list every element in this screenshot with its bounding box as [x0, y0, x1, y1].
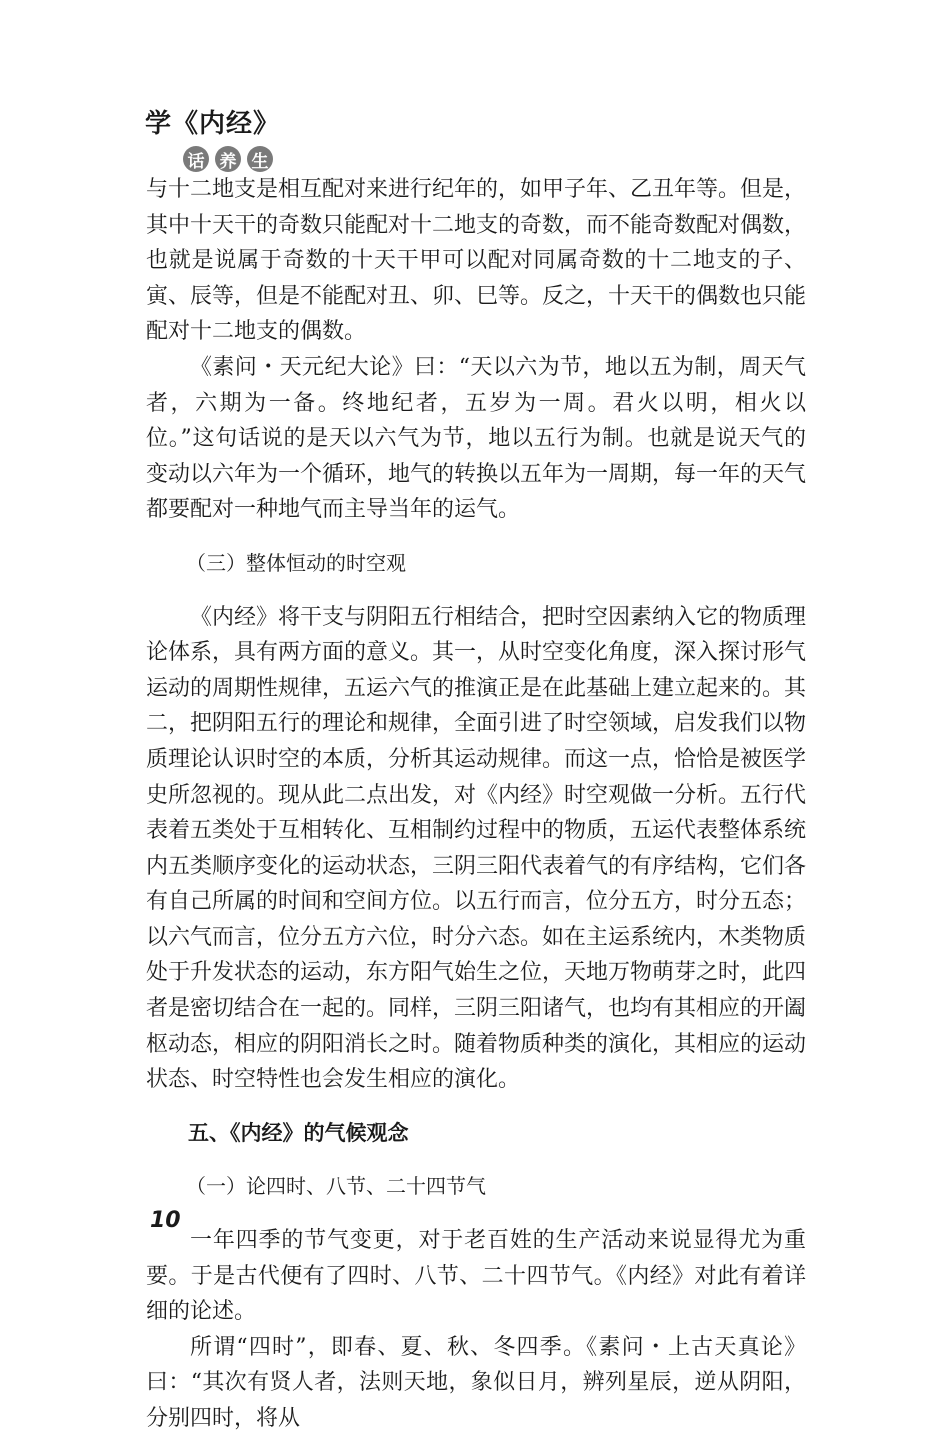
- running-header: [145, 103, 280, 172]
- body-text: [146, 172, 806, 1437]
- chapter-heading: 五、《内经》的气候观念: [188, 1120, 409, 1145]
- subtitle-seal-char: 话: [183, 146, 209, 172]
- paragraph-continued: 与十二地支是相互配对来进行纪年的，如甲子年、乙丑年等。但是，其中十天干的奇数只能配对十二地支的奇数，而不能奇数配对偶数，也就是说属于奇数的十天干甲可以配对同属奇数的十二地支的子、寅、辰等，但是不能配对丑、卯、巳等。反之，十天干的偶数也只能配对十二地支的偶数。: [146, 177, 807, 345]
- subtitle-seal-char: 生: [247, 146, 273, 172]
- paragraph: 《内经》将干支与阴阳五行相结合，把时空因素纳入它的物质理论体系，具有两方面的意义。其一，从时空变化角度，深入探讨形气运动的周期性规律，五运六气的推演正是在此基础上建立起来的。其二，把阴阳五行的理论和规律，全面引进了时空领域，启发我们以物质理论认识时空的本质，分析其运动规律。而这一点，恰恰是被医学史所忽视的。现从此二点出发，对《内经》时空观做一分析。五行代表着五类处于互相转化、互相制约过程中的物质，五运代表整体系统内五类顺序变化的运动状态，三阴三阳代表着气的有序结构，它们各有自己所属的时间和空间方位。以五行而言，位分五方，时分五态；以六气而言，位分五方六位，时分六态。如在主运系统内，木类物质处于升发状态的运动，东方阳气始生之位，天地万物萌芽之时，此四者是密切结合在一起的。同样，三阴三阳诸气，也均有其相应的开阖枢动态，相应的阴阳消长之时。随着物质种类的演化，其相应的运动状态、时空特性也会发生相应的演化。: [146, 604, 807, 1093]
- paragraph: 一年四季的节气变更，对于老百姓的生产活动来说显得尤为重要。于是古代便有了四时、八节、二十四节气。《内经》对此有着详细的论述。: [146, 1228, 806, 1325]
- page-number: 10: [150, 1208, 181, 1233]
- paragraph: 所谓“四时”，即春、夏、秋、冬四季。《素问・上古天真论》曰：“其次有贤人者，法则天地，象似日月，辨列星辰，逆从阴阳，分别四时，将从: [146, 1334, 806, 1431]
- subtitle-seal-char: 养: [215, 146, 241, 172]
- section-heading: （一）论四时、八节、二十四节气: [186, 1174, 486, 1199]
- section-heading: （三）整体恒动的时空观: [186, 550, 406, 575]
- paragraph: 《素问・天元纪大论》曰：“天以六为节，地以五为制，周天气者，六期为一备。终地纪者，五岁为一周。君火以明，相火以位。”这句话说的是天以六气为节，地以五行为制。也就是说天气的变动以六年为一个循环，地气的转换以五年为一周期，每一年的天气都要配对一种地气而主导当年的运气。: [146, 354, 807, 523]
- book-title: 学《内经》: [145, 109, 281, 139]
- book-subtitle-seals: [183, 146, 280, 172]
